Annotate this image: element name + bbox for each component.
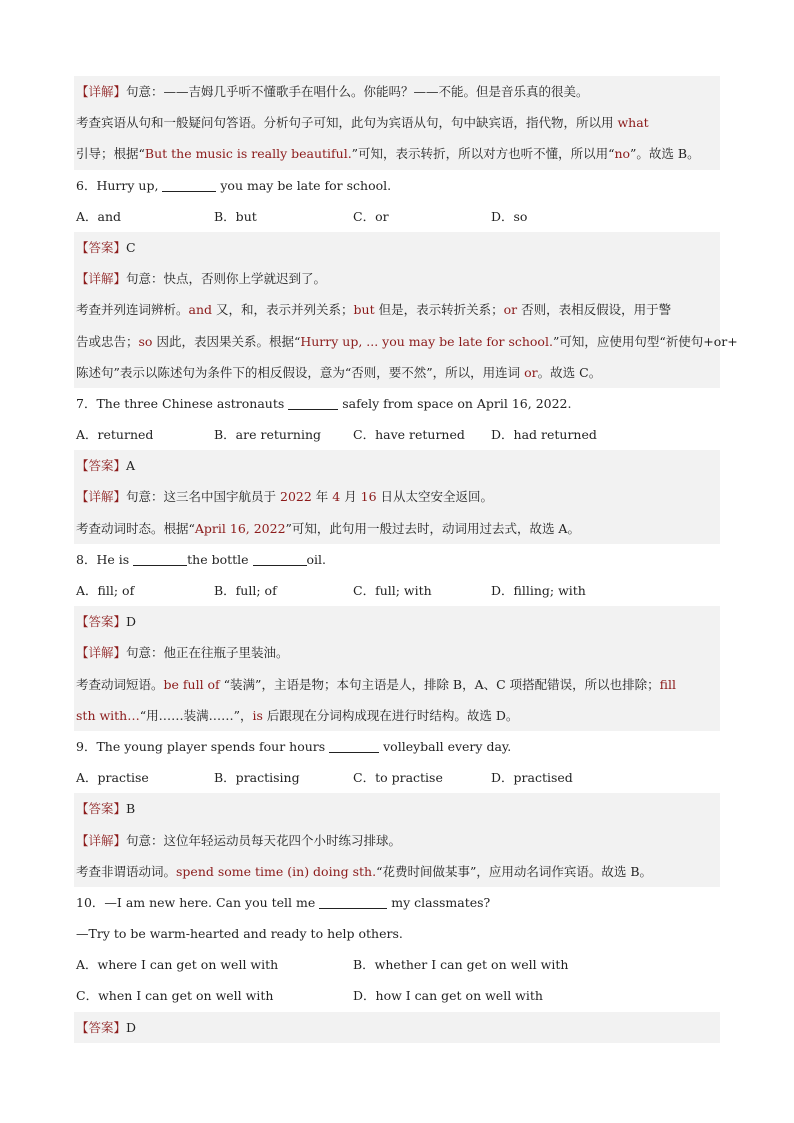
analysis-keyword: spend some time (in) doing sth. — [176, 863, 377, 879]
option-c: C．have returned — [353, 427, 465, 443]
analysis-text: 考查并列连词辨析。 — [76, 302, 189, 318]
option-b: B．whether I can get on well with — [353, 957, 569, 973]
analysis-keyword: April 16, 2022 — [194, 520, 286, 536]
answer-blank — [253, 551, 307, 566]
q10-reply — [74, 918, 720, 949]
question-text: you may be late for school. — [216, 177, 392, 193]
analysis-text: 后跟现在分词构成现在进行时结构。故选 D。 — [262, 707, 519, 723]
q10-options-row-1 — [74, 949, 720, 980]
option-b: B．but — [214, 208, 257, 224]
detail-label: 【详解】 — [76, 832, 127, 848]
analysis-text: ”。故选 B。 — [630, 146, 700, 162]
option-c: C．or — [353, 208, 389, 224]
detail-text: 日从太空安全返回。 — [376, 489, 494, 505]
option-c: C．full; with — [353, 583, 432, 598]
q7-answer — [74, 450, 720, 481]
q6-analysis-line-2 — [74, 326, 738, 357]
answer-value: D — [126, 1019, 137, 1035]
analysis-keyword: or — [524, 364, 538, 380]
option-a: A．practise — [76, 770, 149, 786]
analysis-keyword: be full of — [163, 676, 220, 692]
detail-number: 16 — [360, 489, 377, 505]
analysis-keyword: fill — [659, 676, 677, 692]
option-d: D．practised — [491, 770, 573, 786]
answer-value: B — [126, 801, 136, 817]
detail-label: 【详解】 — [76, 645, 127, 661]
q6-detail — [74, 263, 720, 294]
detail-text: 句意：快点，否则你上学就迟到了。 — [126, 271, 327, 287]
question-text: 9．The young player spends four hours — [76, 738, 330, 754]
answer-blank — [133, 551, 187, 566]
analysis-text: 但是，表示转折关系； — [374, 302, 504, 318]
q8-answer — [74, 606, 720, 637]
analysis-keyword: is — [252, 707, 263, 723]
q9-stem — [74, 731, 720, 762]
detail-text: 年 — [311, 489, 333, 505]
q8-options — [74, 575, 720, 606]
q7-detail — [74, 481, 720, 512]
question-text: 7．The three Chinese astronauts — [76, 395, 289, 411]
question-text: my classmates? — [387, 894, 491, 910]
q10-options-row-2 — [74, 980, 720, 1011]
question-text: 10．—I am new here. Can you tell me — [76, 894, 320, 910]
analysis-text: “花费时间做某事”，应用动名词作宾语。故选 B。 — [376, 863, 653, 879]
question-text: oil. — [306, 551, 327, 567]
analysis-keyword: so — [138, 333, 153, 349]
answer-blank — [162, 177, 216, 192]
q9-options — [74, 762, 720, 793]
answer-blank — [329, 738, 379, 753]
q6-options — [74, 201, 720, 232]
question-text: safely from space on April 16, 2022. — [338, 395, 572, 411]
option-a: A．fill; of — [76, 583, 135, 598]
q5-analysis-line-1 — [74, 107, 720, 138]
detail-text: 句意：——吉姆几乎听不懂歌手在唱什么。你能吗？——不能。但是音乐真的很美。 — [126, 84, 589, 99]
q6-analysis-line-1 — [74, 294, 720, 325]
document-page — [74, 76, 738, 1043]
analysis-keyword: Hurry up, ... you may be late for school. — [300, 333, 553, 349]
analysis-keyword: or — [503, 302, 518, 318]
q5-detail — [74, 76, 720, 107]
q6-stem — [74, 170, 720, 201]
option-d: D．filling; with — [491, 583, 586, 598]
question-text: —Try to be warm-hearted and ready to help others. — [76, 926, 403, 942]
answer-label: 【答案】 — [76, 801, 127, 817]
detail-label: 【详解】 — [76, 84, 127, 99]
answer-label: 【答案】 — [76, 239, 127, 255]
q8-detail — [74, 637, 720, 668]
analysis-text: ”可知，此句用一般过去时，动词用过去式，故选 A。 — [285, 520, 580, 536]
question-text: 8．He is — [76, 551, 134, 567]
detail-text: 月 — [340, 489, 361, 505]
q6-answer — [74, 232, 720, 263]
q10-answer — [74, 1012, 720, 1043]
answer-label: 【答案】 — [76, 458, 127, 474]
q8-stem — [74, 544, 720, 575]
analysis-text: 考查宾语从句和一般疑问句答语。分析句子可知，此句为宾语从句，句中缺宾语，指代物，所以用 — [76, 115, 618, 131]
option-d: D．how I can get on well with — [353, 988, 543, 1004]
analysis-text: “装满”，主语是物；本句主语是人，排除 B，A、C 项搭配错误，所以也排除； — [219, 676, 660, 692]
q9-analysis — [74, 856, 720, 887]
detail-text: 句意：这位年轻运动员每天花四个小时练习排球。 — [126, 832, 402, 848]
analysis-text: 陈述句”表示以陈述句为条件下的相反假设，意为“否则，要不然”，所以，用连词 — [76, 364, 525, 380]
answer-blank — [319, 894, 387, 909]
analysis-text: 又，和，表示并列关系； — [212, 302, 354, 318]
option-d: D．so — [491, 208, 528, 224]
option-c: C．to practise — [353, 770, 443, 786]
analysis-text: “用……装满……”， — [139, 707, 253, 723]
answer-value: A — [126, 458, 136, 474]
q9-detail — [74, 825, 720, 856]
analysis-text: 引导；根据“ — [76, 146, 145, 162]
q8-analysis-line-1 — [74, 669, 720, 700]
detail-label: 【详解】 — [76, 271, 127, 287]
analysis-keyword: sth with… — [76, 707, 140, 723]
analysis-text: ”可知，应使用句型“祈使句+or+ — [552, 333, 738, 349]
question-text: volleyball every day. — [379, 738, 512, 754]
analysis-text: 。故选 C。 — [537, 364, 602, 380]
option-d: D．had returned — [491, 427, 597, 443]
analysis-text: 考查动词时态。根据“ — [76, 520, 195, 536]
q8-analysis-line-2 — [74, 700, 720, 731]
q9-answer — [74, 793, 720, 824]
question-text: 6．Hurry up, — [76, 177, 163, 193]
answer-label: 【答案】 — [76, 614, 127, 630]
analysis-keyword: what — [617, 115, 649, 131]
answer-blank — [288, 395, 338, 410]
question-text: the bottle — [187, 551, 253, 567]
analysis-keyword: and — [188, 302, 213, 318]
option-b: B．are returning — [214, 427, 322, 443]
option-c: C．when I can get on well with — [76, 988, 274, 1004]
option-a: A．where I can get on well with — [76, 957, 279, 973]
q7-analysis — [74, 513, 720, 544]
analysis-text: 告或忠告； — [76, 333, 139, 349]
q10-stem — [74, 887, 720, 918]
q7-stem — [74, 388, 720, 419]
option-a: A．and — [76, 208, 122, 224]
option-b: B．practising — [214, 770, 300, 786]
q7-options — [74, 419, 720, 450]
detail-number: 2022 — [280, 489, 312, 505]
detail-number: 4 — [332, 489, 341, 505]
analysis-text: 考查动词短语。 — [76, 676, 164, 692]
detail-text: 句意：这三名中国宇航员于 — [126, 489, 280, 505]
q6-analysis-line-3 — [74, 357, 720, 388]
option-b: B．full; of — [214, 583, 277, 598]
option-a: A．returned — [76, 427, 154, 443]
analysis-text: 考查非谓语动词。 — [76, 863, 177, 879]
detail-text: 句意：他正在往瓶子里装油。 — [126, 645, 289, 661]
answer-value: D — [126, 614, 137, 630]
detail-label: 【详解】 — [76, 489, 127, 505]
answer-value: C — [126, 239, 136, 255]
analysis-keyword: But the music is really beautiful. — [144, 146, 352, 162]
analysis-keyword: no — [614, 146, 631, 162]
analysis-text: 否则，表相反假设，用于警 — [517, 302, 672, 318]
answer-label: 【答案】 — [76, 1019, 127, 1035]
q5-analysis-line-2 — [74, 138, 720, 169]
analysis-text: 因此，表因果关系。根据“ — [152, 333, 301, 349]
analysis-keyword: but — [353, 302, 375, 318]
analysis-text: ”可知，表示转折，所以对方也听不懂，所以用“ — [351, 146, 615, 162]
